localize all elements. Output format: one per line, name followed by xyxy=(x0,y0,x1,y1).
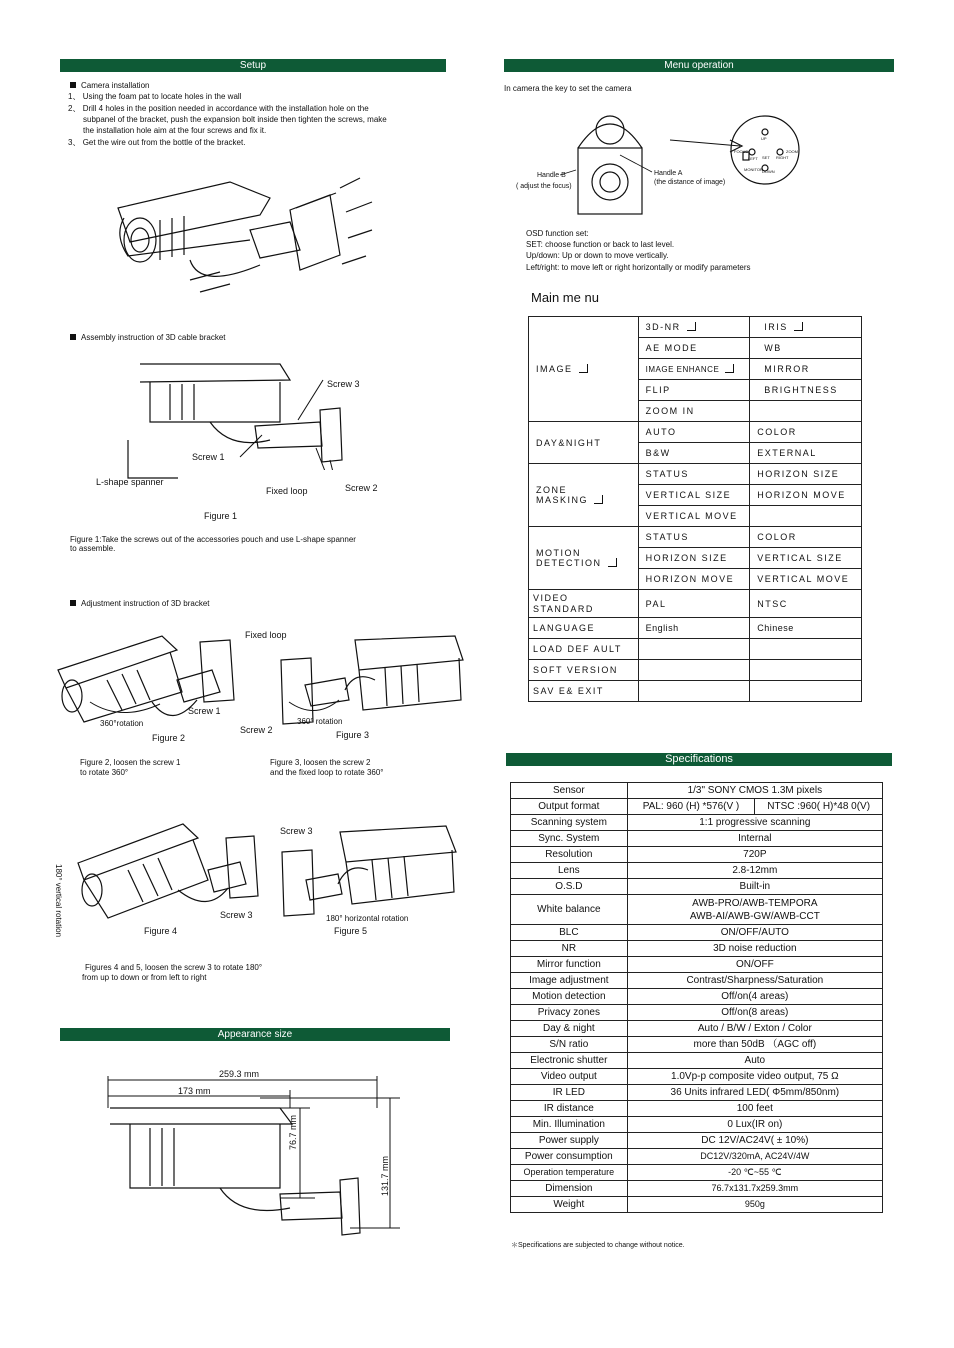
menu-english[interactable]: English xyxy=(638,618,750,639)
menu-video-label: VIDEO xyxy=(533,592,569,603)
spec-pal-format: PAL: 960 (H) *576(V ) xyxy=(627,799,755,815)
menu-video-standard[interactable] xyxy=(529,590,639,618)
step-text: the installation hole aim at the four screws and fix it. xyxy=(83,126,267,135)
figure-2-caption: Figure 2, loosen the screw 1 xyxy=(80,758,181,767)
screw-2-label-2: Screw 2 xyxy=(240,725,273,735)
spec-key: Day & night xyxy=(511,1021,628,1037)
menu-soft-version[interactable]: SOFT VERSION xyxy=(529,660,639,681)
spec-key: Video output xyxy=(511,1069,628,1085)
menu-wb[interactable]: WB xyxy=(750,338,862,359)
menu-empty-cell xyxy=(750,639,862,660)
camera-installation-label: Camera installation xyxy=(81,81,150,90)
menu-flip[interactable]: FLIP xyxy=(638,380,750,401)
menu-empty-cell xyxy=(750,401,862,422)
spec-row xyxy=(511,1021,883,1037)
handle-a-desc: (the distance of image) xyxy=(654,179,726,186)
menu-detection-label: DETECTION xyxy=(536,558,602,568)
step-text: subpanel of the bracket, push the expansion bolt inside then tighten the screws, make xyxy=(83,115,387,124)
menu-empty-cell xyxy=(750,506,862,527)
spec-value: Auto / B/W / Exton / Color xyxy=(627,1021,882,1037)
menu-iris[interactable] xyxy=(750,317,862,338)
spec-value: 2.8-12mm xyxy=(627,863,882,879)
spec-key: BLC xyxy=(511,925,628,941)
setup-step-3 xyxy=(68,137,245,148)
adjustment-heading xyxy=(70,598,210,609)
specifications-section-header xyxy=(506,753,892,766)
step-number: 3、 xyxy=(68,138,81,147)
rotation-arrow-icon xyxy=(285,696,345,721)
spec-row xyxy=(511,1197,883,1213)
spec-value: ON/OFF xyxy=(627,957,882,973)
figure-4-5-caption: Figures 4 and 5, loosen the screw 3 to rotate 180° xyxy=(85,963,263,972)
handle-b-label: Handle B xyxy=(537,172,566,179)
setup-step-2-cont xyxy=(83,114,387,125)
spec-value: 1/3" SONY CMOS 1.3M pixels xyxy=(627,783,882,799)
step-text: Using the foam pat to locate holes in the wall xyxy=(82,92,242,101)
spec-value: more than 50dB （AGC off) xyxy=(627,1037,882,1053)
spec-key: Dimension xyxy=(511,1181,628,1197)
spec-value-line: AWB-AI/AWB-GW/AWB-CCT xyxy=(689,910,820,922)
figure-3-label: Figure 3 xyxy=(336,730,370,740)
spec-key: Weight xyxy=(511,1197,628,1213)
camera-installation-heading xyxy=(70,80,149,91)
spec-key: Output format xyxy=(511,799,628,815)
menu-empty-cell xyxy=(638,660,750,681)
spec-row xyxy=(511,989,883,1005)
menu-operation-title: Menu operation xyxy=(664,60,734,71)
dimension-76-label: 76.7 mm xyxy=(288,1114,298,1150)
screw-3-label-3: Screw 3 xyxy=(220,910,253,920)
menu-load-default[interactable]: LOAD DEF AULT xyxy=(529,639,639,660)
menu-motion-status[interactable]: STATUS xyxy=(638,527,750,548)
specifications-body xyxy=(511,783,883,1213)
setup-section-header xyxy=(60,59,446,72)
bullet-square-icon xyxy=(70,82,76,88)
spec-key: Sensor xyxy=(511,783,628,799)
fixed-loop-label: Fixed loop xyxy=(266,486,308,496)
screw-1-label-2: Screw 1 xyxy=(188,706,221,716)
spec-value: Off/on(8 areas) xyxy=(627,1005,882,1021)
zoom-button[interactable]: ZOOM xyxy=(786,149,798,154)
spec-row xyxy=(511,925,883,941)
menu-external[interactable]: EXTERNAL xyxy=(750,443,862,464)
menu-motion-horizon-size[interactable]: HORIZON SIZE xyxy=(638,548,750,569)
figure-1-label: Figure 1 xyxy=(204,511,238,521)
handle-b-desc: ( adjust the focus) xyxy=(516,183,572,190)
spec-row xyxy=(511,1101,883,1117)
setup-step-2-cont2 xyxy=(83,125,266,136)
spec-row xyxy=(511,1149,883,1165)
handle-a-label: Handle A xyxy=(654,170,683,177)
spec-value: 3D noise reduction xyxy=(627,941,882,957)
spec-value: 1.0Vp-p composite video output, 75 Ω xyxy=(627,1069,882,1085)
menu-motion-vertical-size[interactable]: VERTICAL SIZE xyxy=(750,548,862,569)
setup-step-2 xyxy=(68,103,369,114)
spec-row xyxy=(511,973,883,989)
appearance-section-header xyxy=(60,1028,450,1041)
menu-ae-mode[interactable]: AE MODE xyxy=(638,338,750,359)
screw-1-label: Screw 1 xyxy=(192,452,225,462)
spec-value: DC 12V/AC24V( ± 10%) xyxy=(627,1133,882,1149)
menu-zone-horizon-size[interactable]: HORIZON SIZE xyxy=(750,464,862,485)
spec-row xyxy=(511,1069,883,1085)
osd-heading: OSD function set: xyxy=(526,229,589,238)
camera-back-drawing xyxy=(560,100,810,220)
menu-zone-masking[interactable] xyxy=(529,464,639,527)
dimension-131-label: 131.7 mm xyxy=(380,1155,390,1196)
spec-key: Privacy zones xyxy=(511,1005,628,1021)
spec-row xyxy=(511,815,883,831)
spec-key: Power supply xyxy=(511,1133,628,1149)
spec-row xyxy=(511,895,883,925)
screw-3-label-2: Screw 3 xyxy=(280,826,313,836)
spec-value: ON/OFF/AUTO xyxy=(627,925,882,941)
l-shape-spanner-label: L-shape spanner xyxy=(96,477,164,487)
spec-row xyxy=(511,1117,883,1133)
camera-installation-drawing xyxy=(110,160,390,305)
menu-operation-section-header xyxy=(504,59,894,72)
spec-row xyxy=(511,1053,883,1069)
osd-set-desc: SET: choose function or back to last level. xyxy=(526,240,675,249)
spec-key: S/N ratio xyxy=(511,1037,628,1053)
dimension-173-label: 173 mm xyxy=(178,1086,211,1096)
menu-zone-label: ZONE xyxy=(536,485,568,495)
menu-zone-horizon-move[interactable]: HORIZON MOVE xyxy=(750,485,862,506)
up-button[interactable]: UP xyxy=(761,136,767,141)
spec-value: Built-in xyxy=(627,879,882,895)
spec-row xyxy=(511,831,883,847)
menu-zone-status[interactable]: STATUS xyxy=(638,464,750,485)
spec-value: Contrast/Sharpness/Saturation xyxy=(627,973,882,989)
menu-motion-detection[interactable] xyxy=(529,527,639,590)
spec-value: 1:1 progressive scanning xyxy=(627,815,882,831)
menu-motion-vertical-move[interactable]: VERTICAL MOVE xyxy=(750,569,862,590)
figure-2-caption-cont: to rotate 360° xyxy=(80,768,129,777)
menu-zone-vertical-size[interactable]: VERTICAL SIZE xyxy=(638,485,750,506)
spec-key: NR xyxy=(511,941,628,957)
assembly-title: Assembly instruction of 3D cable bracket xyxy=(81,333,226,342)
spec-value: 720P xyxy=(627,847,882,863)
spec-value: Internal xyxy=(627,831,882,847)
right-button[interactable]: RIGHT xyxy=(776,155,789,160)
menu-image-enhance[interactable] xyxy=(638,359,750,380)
spec-key: Scanning system xyxy=(511,815,628,831)
enter-icon xyxy=(725,364,734,373)
monitor-button[interactable]: MONITOR xyxy=(744,167,763,172)
setup-step-1 xyxy=(68,91,241,102)
specifications-note: ＊Specifications are subjected to change without notice. xyxy=(511,1242,685,1249)
menu-3dnr[interactable] xyxy=(638,317,750,338)
figure-4-label: Figure 4 xyxy=(144,926,178,936)
enter-icon xyxy=(687,322,696,331)
menu-ntsc[interactable]: NTSC xyxy=(750,590,862,618)
menu-zoom-in[interactable]: ZOOM IN xyxy=(638,401,750,422)
spec-value: -20 ℃~55 ℃ xyxy=(627,1165,882,1181)
spec-key: Motion detection xyxy=(511,989,628,1005)
spec-key: Operation temperature xyxy=(511,1165,628,1181)
menu-motion-color[interactable]: COLOR xyxy=(750,527,862,548)
step-number: 1、 xyxy=(68,92,81,101)
menu-save-exit[interactable]: SAV E& EXIT xyxy=(529,681,639,702)
spec-row xyxy=(511,1037,883,1053)
figure-3-caption: Figure 3, loosen the screw 2 xyxy=(270,758,371,767)
spec-row xyxy=(511,1165,883,1181)
menu-empty-cell xyxy=(750,660,862,681)
spec-row xyxy=(511,863,883,879)
screw-2-label: Screw 2 xyxy=(345,483,378,493)
spec-value: 76.7x131.7x259.3mm xyxy=(627,1181,882,1197)
menu-auto[interactable]: AUTO xyxy=(638,422,750,443)
menu-bw[interactable]: B&W xyxy=(638,443,750,464)
left-button[interactable]: LEFT xyxy=(748,156,758,161)
rotation-360-label-b: 360° rotation xyxy=(297,717,343,726)
menu-motion-horizon-move[interactable]: HORIZON MOVE xyxy=(638,569,750,590)
menu-empty-cell xyxy=(750,681,862,702)
vertical-rotation-label: 180° vertical rotation xyxy=(54,864,63,938)
spec-key: Electronic shutter xyxy=(511,1053,628,1069)
enter-icon xyxy=(579,364,588,373)
enter-icon xyxy=(608,558,617,567)
spec-row xyxy=(511,847,883,863)
appearance-title: Appearance size xyxy=(217,1029,293,1040)
menu-empty-cell xyxy=(638,681,750,702)
specifications-title: Specifications xyxy=(665,753,733,765)
osd-leftright-desc: Left/right: to move left or right horizontally or modify parameters xyxy=(526,263,751,272)
spec-value xyxy=(627,895,882,925)
menu-brightness[interactable]: BRIGHTNESS xyxy=(750,380,862,401)
menu-language[interactable]: LANGUAGE xyxy=(529,618,639,639)
figure-1-caption: Figure 1:Take the screws out of the accessories pouch and use L-shape spanner xyxy=(70,535,356,544)
spec-key: Mirror function xyxy=(511,957,628,973)
spec-row xyxy=(511,941,883,957)
assembly-heading xyxy=(70,332,226,343)
spec-row xyxy=(511,783,883,799)
appearance-size-drawing xyxy=(100,1068,420,1248)
menu-image-label: IMAGE xyxy=(536,364,573,374)
menu-3dnr-label: 3D-NR xyxy=(645,322,681,332)
specifications-table xyxy=(510,782,883,1213)
spec-row xyxy=(511,1181,883,1197)
spec-value-line: AWB-PRO/AWB-TEMPORA xyxy=(692,897,818,909)
step-text: Drill 4 holes in the position needed in accordance with the installation hole on the xyxy=(82,104,369,113)
spec-key: Power consumption xyxy=(511,1149,628,1165)
menu-iris-label: IRIS xyxy=(764,322,788,332)
spec-row xyxy=(511,879,883,895)
spec-key: Sync. System xyxy=(511,831,628,847)
main-menu-title: Main me nu xyxy=(531,290,599,305)
main-menu-table xyxy=(528,316,862,702)
spec-ntsc-format: NTSC :960( H)*48 0(V) xyxy=(755,799,883,815)
spec-key: IR distance xyxy=(511,1101,628,1117)
menu-chinese[interactable]: Chinese xyxy=(750,618,862,639)
osd-updown-desc: Up/down: Up or down to move vertically. xyxy=(526,251,669,260)
spec-row xyxy=(511,1085,883,1101)
menu-operation-intro: In camera the key to set the camera xyxy=(504,84,632,93)
menu-empty-cell xyxy=(638,639,750,660)
dimension-259-label: 259.3 mm xyxy=(219,1069,260,1079)
bullet-square-icon xyxy=(70,600,76,606)
spec-key: Image adjustment xyxy=(511,973,628,989)
menu-standard-label: STANDARD xyxy=(533,603,594,614)
menu-motion-label: MOTION xyxy=(536,548,581,558)
spec-value: 950g xyxy=(627,1197,882,1213)
figure-4-5-caption-cont: from up to down or from left to right xyxy=(82,973,207,982)
menu-color[interactable]: COLOR xyxy=(750,422,862,443)
enter-icon xyxy=(794,322,803,331)
menu-masking-label: MASKING xyxy=(536,495,589,505)
menu-image[interactable] xyxy=(529,317,639,422)
focus-button[interactable]: FOCUS xyxy=(734,149,748,154)
spec-row xyxy=(511,799,883,815)
menu-day-night[interactable]: DAY&NIGHT xyxy=(529,422,639,464)
spec-value: 100 feet xyxy=(627,1101,882,1117)
set-button[interactable]: SET xyxy=(762,155,770,160)
spec-key: Min. Illumination xyxy=(511,1117,628,1133)
spec-row xyxy=(511,1005,883,1021)
spec-value: DC12V/320mA, AC24V/4W xyxy=(627,1149,882,1165)
spec-row xyxy=(511,957,883,973)
spec-value: 0 Lux(IR on) xyxy=(627,1117,882,1133)
spec-value: Off/on(4 areas) xyxy=(627,989,882,1005)
spec-row xyxy=(511,1133,883,1149)
spec-key: White balance xyxy=(511,895,628,925)
menu-pal[interactable]: PAL xyxy=(638,590,750,618)
menu-enhance-label: IMAGE ENHANCE xyxy=(645,365,720,374)
spec-value: 36 Units infrared LED( Φ5mm/850nm) xyxy=(627,1085,882,1101)
horizontal-rotation-label: 180° horizontal rotation xyxy=(326,914,409,923)
setup-title: Setup xyxy=(239,60,267,71)
spec-key: Resolution xyxy=(511,847,628,863)
spec-key: Lens xyxy=(511,863,628,879)
bullet-square-icon xyxy=(70,334,76,340)
figure-1-caption-cont: to assemble. xyxy=(70,544,116,553)
enter-icon xyxy=(594,495,603,504)
spec-key: O.S.D xyxy=(511,879,628,895)
rotation-360-label-a: 360°rotation xyxy=(100,719,144,728)
fixed-loop-label-2: Fixed loop xyxy=(245,630,287,640)
figure-5-label: Figure 5 xyxy=(334,926,368,936)
step-text: Get the wire out from the bottle of the bracket. xyxy=(82,138,246,147)
menu-zone-vertical-move[interactable]: VERTICAL MOVE xyxy=(638,506,750,527)
figure-3-caption-cont: and the fixed loop to rotate 360° xyxy=(270,768,384,777)
step-number: 2、 xyxy=(68,104,81,113)
rotation-arrow-icon xyxy=(86,698,166,723)
down-button[interactable]: DOWN xyxy=(762,169,775,174)
spec-value: Auto xyxy=(627,1053,882,1069)
screw-3-label: Screw 3 xyxy=(327,379,360,389)
menu-mirror[interactable]: MIRROR xyxy=(750,359,862,380)
spec-key: IR LED xyxy=(511,1085,628,1101)
adjustment-title: Adjustment instruction of 3D bracket xyxy=(81,599,210,608)
figure-5-drawing xyxy=(276,822,466,922)
figure-2-label: Figure 2 xyxy=(152,733,186,743)
